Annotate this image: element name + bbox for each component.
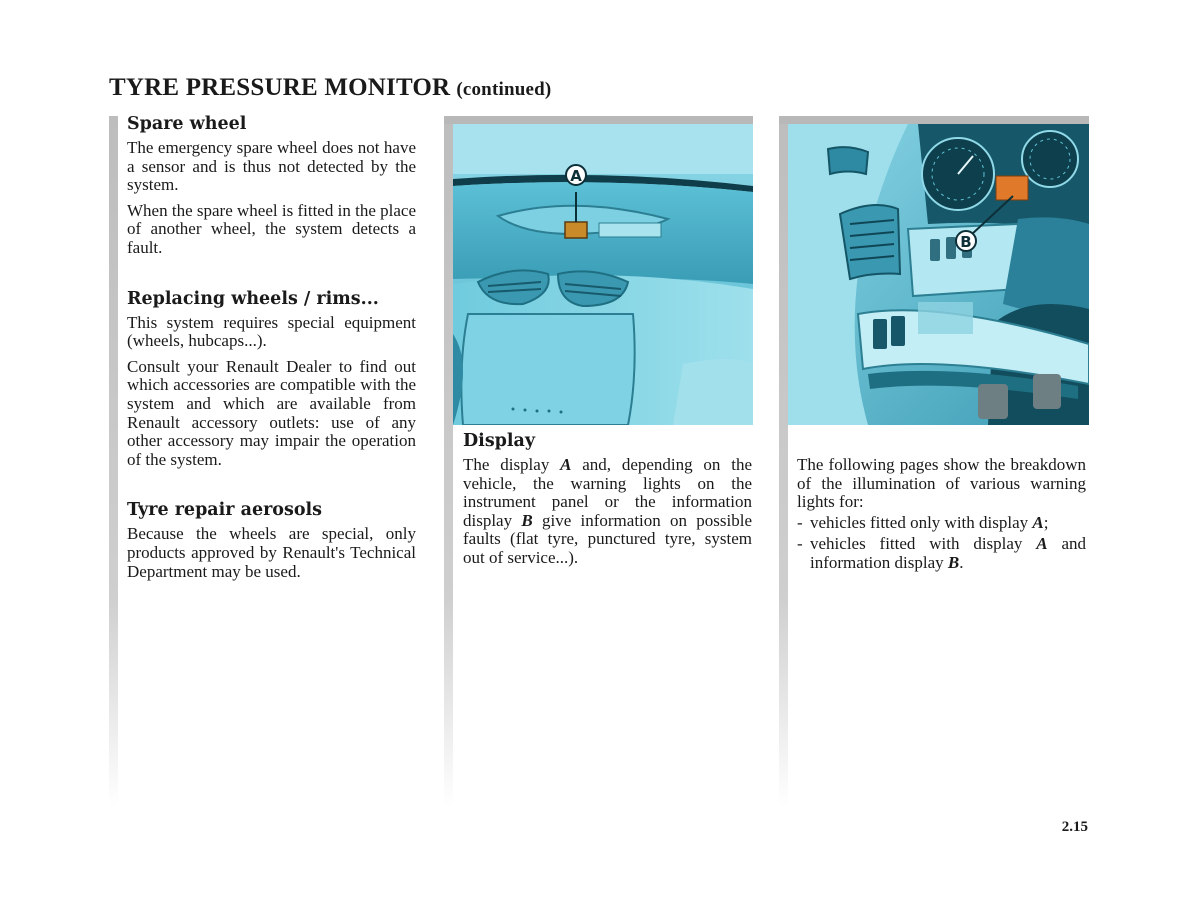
intro-paragraph: The following pages show the breakdown of the illumination of various warning lights for: — [797, 455, 1086, 512]
page-title — [109, 74, 551, 102]
callout-b-label: B — [960, 233, 972, 251]
paragraph: Because the wheels are special, only products approved by Renault's Technical Department may be used. — [127, 524, 416, 581]
text: vehicles fitted only with display — [810, 512, 1033, 532]
paragraph: Consult your Renault Dealer to find out which accessories are compatible with the system and which are available from Renault accessory outlets: use of any other accessory may impair the operation of the system. — [127, 356, 416, 469]
display-a-ref: A — [1032, 512, 1044, 532]
section-tyre-repair-aerosols — [127, 499, 416, 581]
right-column-bar — [779, 116, 788, 806]
list-item — [797, 535, 1086, 572]
paragraph: This system requires special equipment (wheels, hubcaps...). — [127, 312, 416, 351]
heading-display: Display — [463, 431, 536, 451]
paragraph: When the spare wheel is fitted in the place of another wheel, the system detects a fault. — [127, 200, 416, 257]
section-replacing-wheels — [127, 288, 416, 470]
list-item — [797, 514, 1086, 533]
instrument-panel-photo — [788, 124, 1089, 425]
section-spare-wheel — [127, 113, 416, 258]
text: The display — [463, 455, 561, 474]
vehicle-list — [797, 514, 1086, 573]
dashboard-illustration — [453, 124, 753, 425]
callout-a-label: A — [570, 167, 582, 185]
text: and information display — [810, 534, 1087, 572]
middle-column-topline — [444, 116, 753, 124]
text: . — [959, 552, 964, 572]
middle-column — [463, 430, 752, 568]
left-column-bar — [109, 116, 118, 806]
heading-replacing-wheels: Replacing wheels / rims... — [127, 288, 379, 309]
text: vehicles fitted with display — [810, 534, 1037, 554]
text: and, depending on the vehicle, the warning lights on the instrument panel or the information display — [463, 455, 752, 530]
heading-tyre-repair-aerosols: Tyre repair aerosols — [127, 500, 322, 521]
instrument-panel-illustration — [788, 124, 1089, 425]
display-b-ref: B — [947, 552, 960, 572]
display-paragraph — [463, 456, 752, 568]
display-b-ref: B — [521, 510, 533, 530]
left-column — [127, 113, 416, 581]
heading-spare-wheel: Spare wheel — [127, 114, 247, 134]
paragraph: The emergency spare wheel does not have a sensor and is thus not detected by the system. — [127, 138, 416, 195]
middle-column-bar — [444, 116, 453, 806]
right-column — [797, 456, 1086, 573]
title-continued: (continued) — [456, 79, 552, 100]
title-main: TYRE PRESSURE MONITOR — [109, 74, 451, 101]
display-a-ref: A — [1036, 534, 1048, 554]
text: give information on possible faults (flat tyre, punctured tyre, system out of service...). — [463, 510, 752, 567]
display-a-ref: A — [560, 455, 572, 474]
page-number: 2.15 — [1061, 819, 1088, 835]
text: ; — [1043, 512, 1049, 532]
dashboard-display-photo — [453, 124, 753, 425]
right-column-topline — [779, 116, 1089, 124]
